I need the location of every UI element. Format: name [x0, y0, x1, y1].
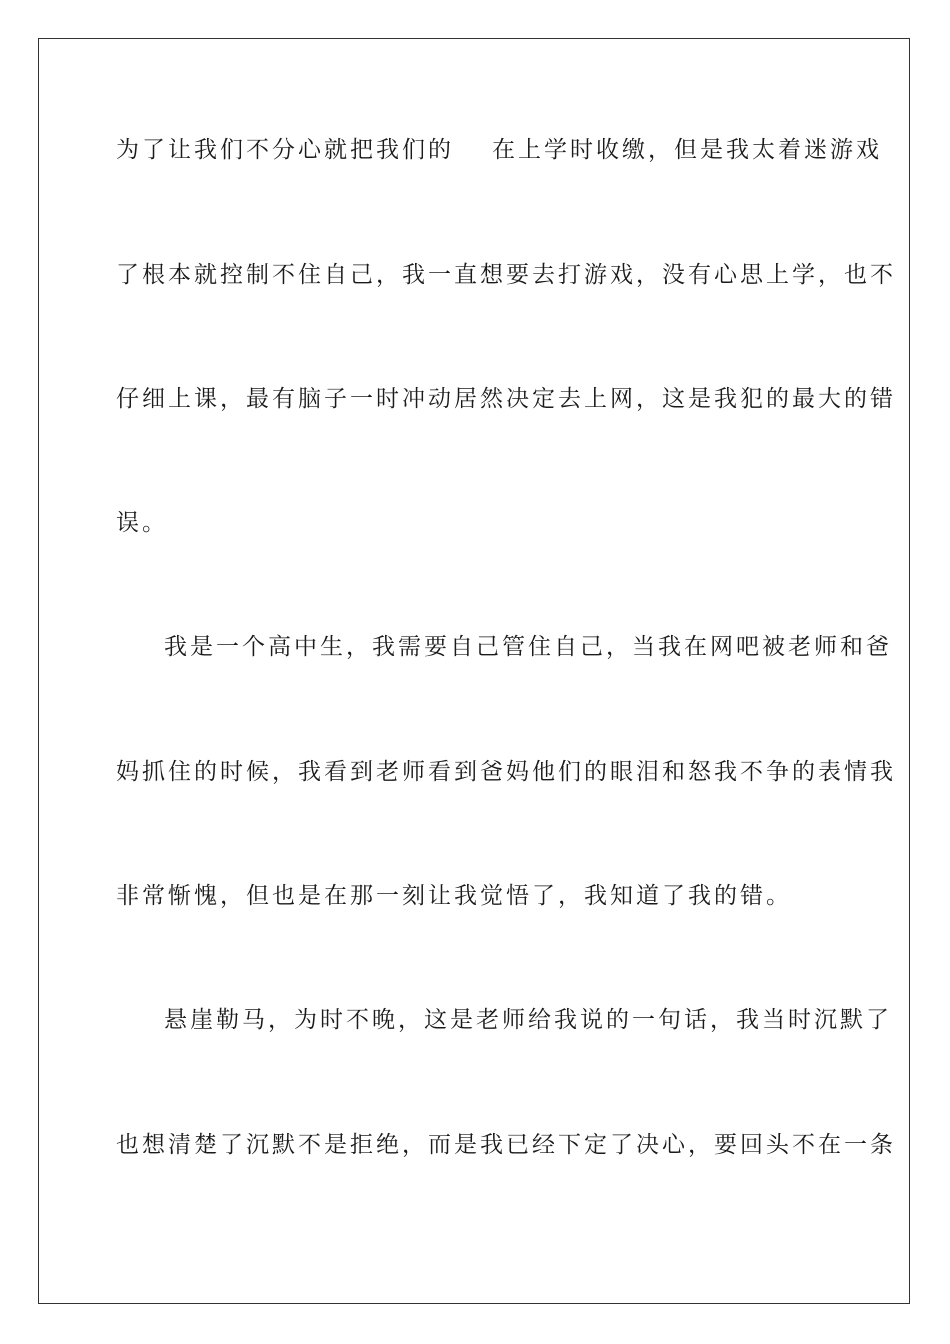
text-line-1 — [116, 135, 882, 165]
text-fragment-1a: 为了让我们不分心就把我们的 — [116, 137, 454, 163]
page-border — [38, 38, 910, 1304]
text-line-4: 误。 — [116, 510, 168, 536]
text-line-2: 了根本就控制不住自己，我一直想要去打游戏，没有心思上学，也不 — [116, 262, 896, 288]
text-fragment-1b: 在上学时收缴，但是我太着迷游戏 — [492, 137, 882, 163]
text-line-7: 非常惭愧，但也是在那一刻让我觉悟了，我知道了我的错。 — [116, 883, 792, 909]
text-line-6: 妈抓住的时候，我看到老师看到爸妈他们的眼泪和怒我不争的表情我 — [116, 759, 896, 785]
text-line-9: 也想清楚了沉默不是拒绝，而是我已经下定了决心，要回头不在一条 — [116, 1132, 896, 1158]
text-line-5: 我是一个高中生，我需要自己管住自己，当我在网吧被老师和爸 — [164, 634, 892, 660]
text-line-3: 仔细上课，最有脑子一时冲动居然决定去上网，这是我犯的最大的错 — [116, 386, 896, 412]
text-line-8: 悬崖勒马，为时不晚，这是老师给我说的一句话，我当时沉默了 — [164, 1007, 892, 1033]
